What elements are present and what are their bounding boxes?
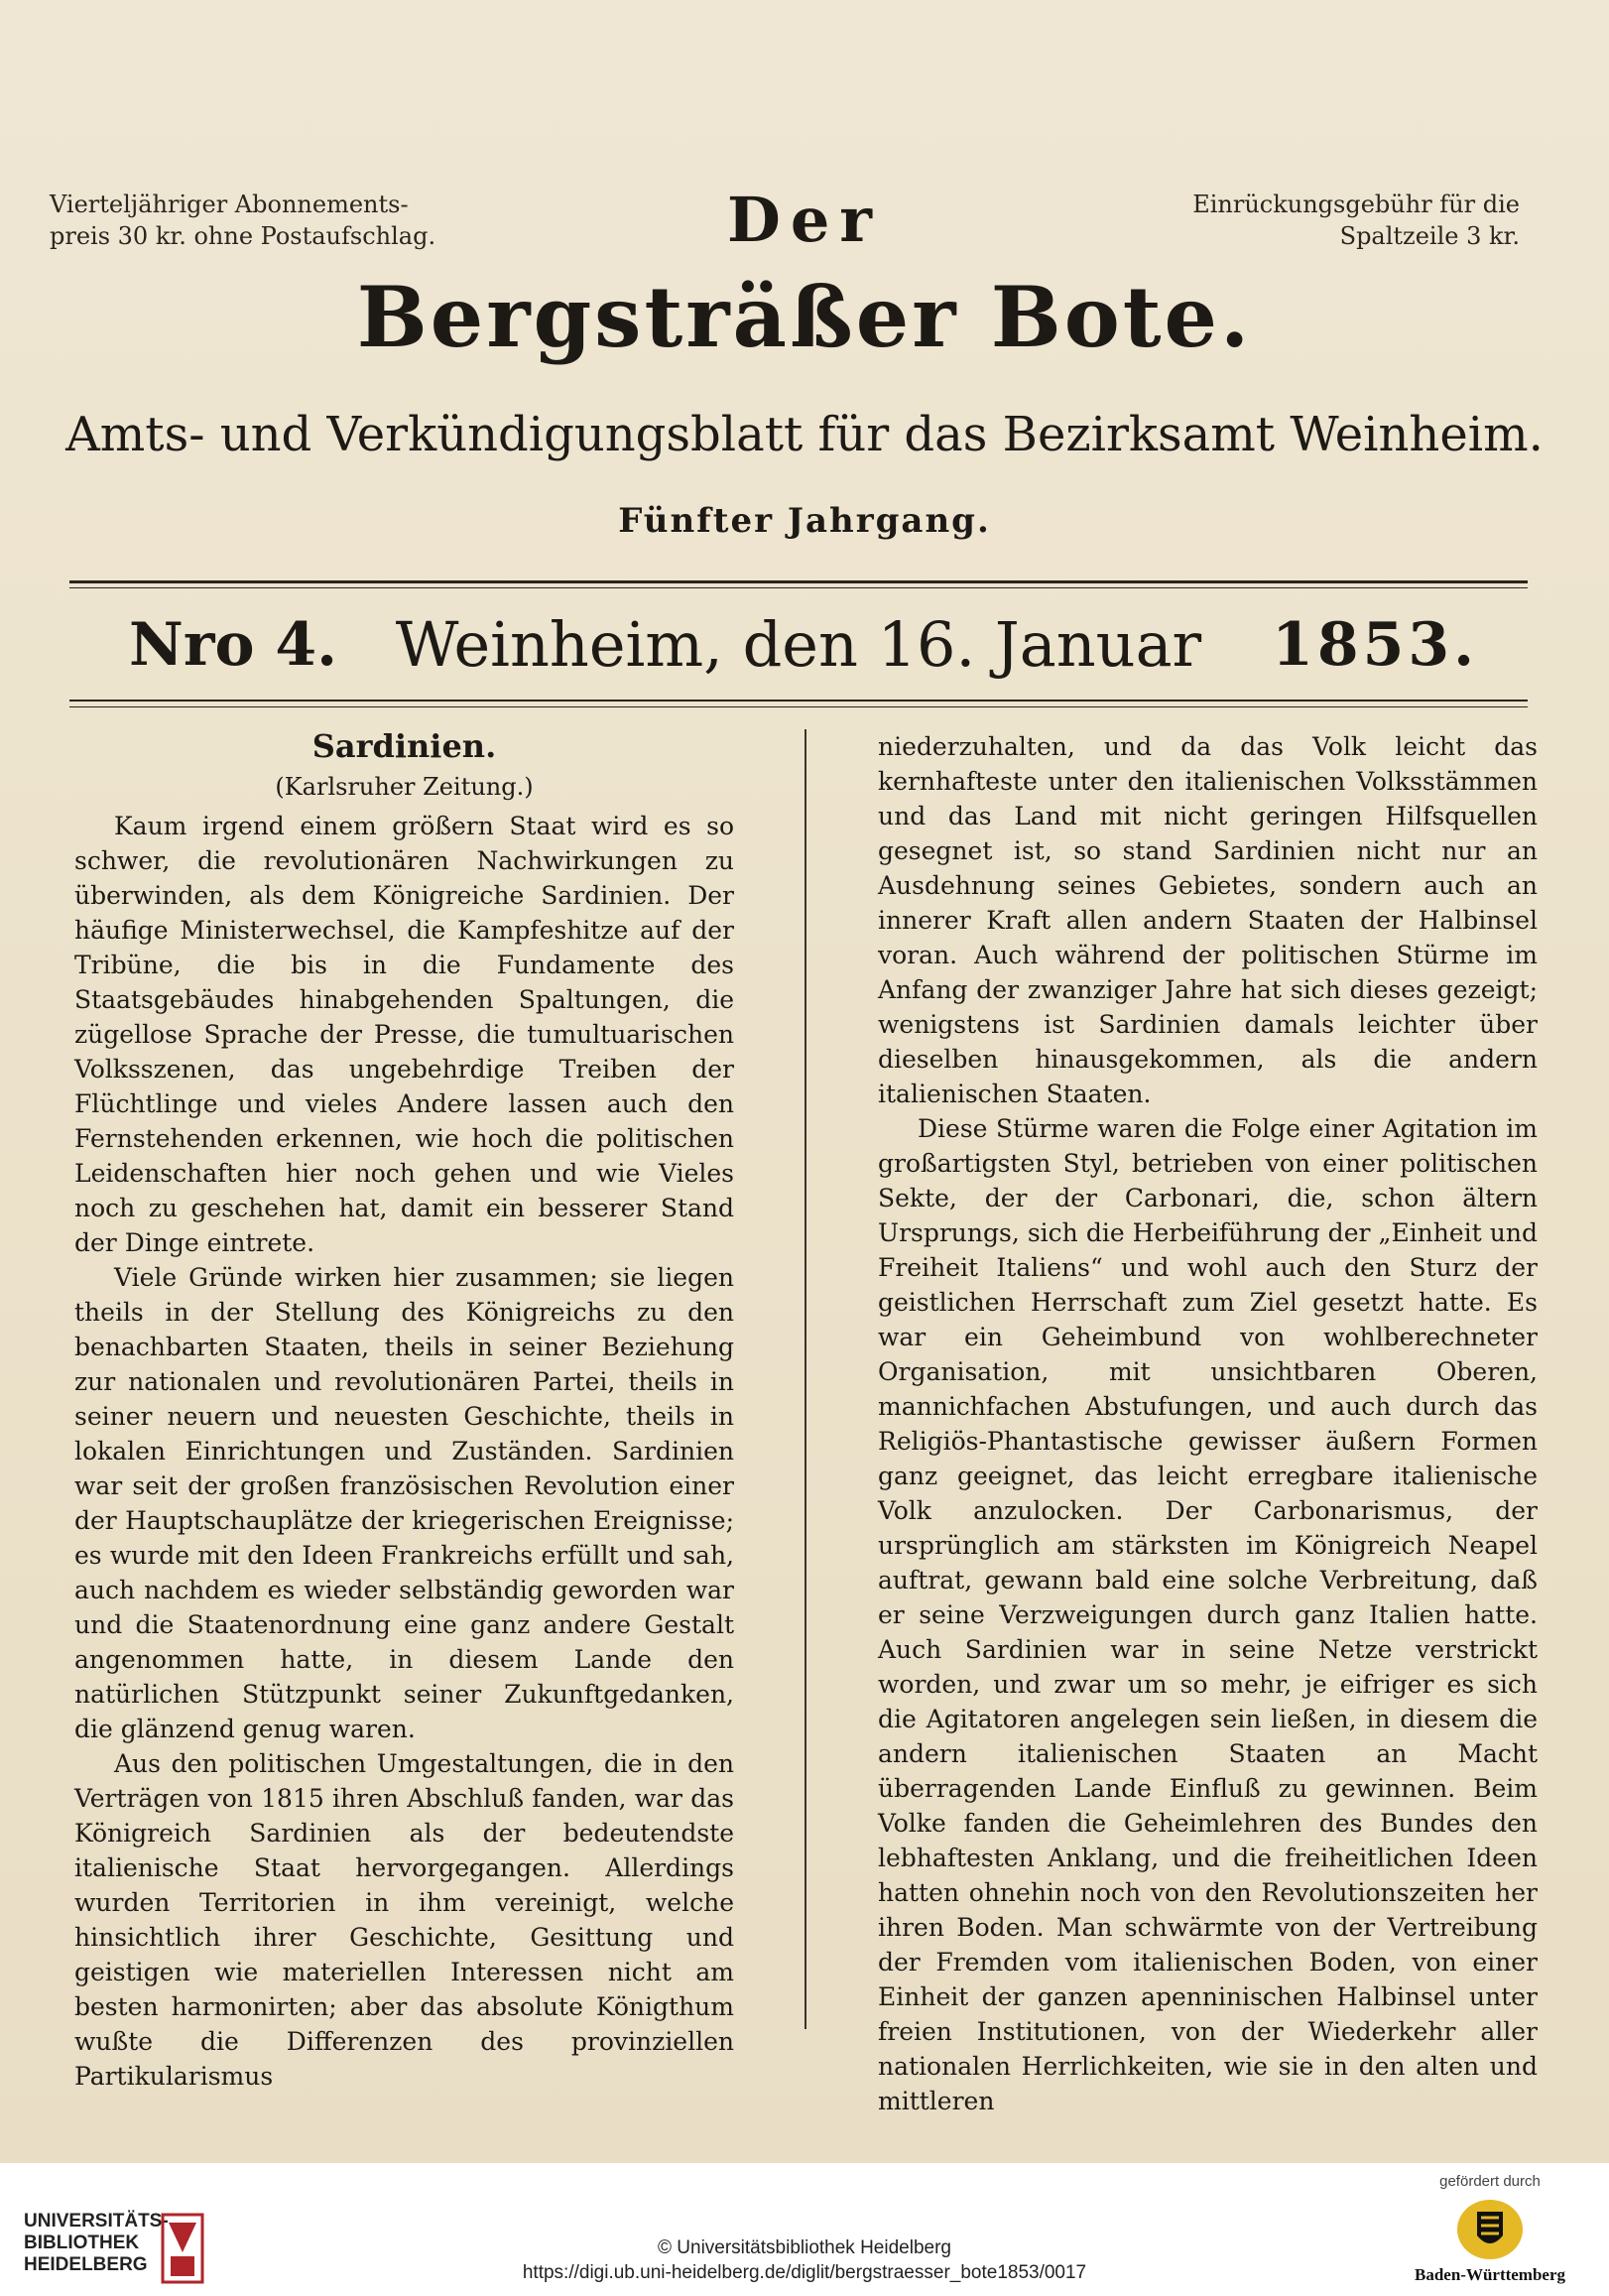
issue-line: [69, 600, 1528, 690]
sponsor-name[interactable]: Baden-Württemberg: [1414, 2265, 1566, 2284]
article-paragraph: niederzuhalten, und da das Volk leicht das kernhafteste unter den italienischen Volksstämmen und das Land mit nicht geringen Hilfsquellen gesegnet ist, so stand Sardinien nicht nur an Ausdehnung seines Gebietes, sondern auch an innerer Kraft allen andern Staaten der Halbinsel voran. Auch während der politischen Stürme im Anfang der zwanziger Jahre hat sich dieses gezeigt; wenigstens ist Sardinien damals leichter über dieselben hinausgekommen, als die andern italienischen Staaten.: [878, 732, 1538, 1108]
subscription-note-line-2: preis 30 kr. ohne Postaufschlag.: [50, 222, 436, 250]
issue-place-date: Weinheim, den 16. Januar: [395, 608, 1202, 681]
bottom-rule-thin: [69, 706, 1528, 707]
insertion-fee-note: [1133, 189, 1520, 252]
sponsor-label: gefördert durch: [1439, 2173, 1541, 2190]
library-name-line-3: HEIDELBERG: [24, 2254, 148, 2275]
insertion-fee-line-1: Einrückungsgebühr für die: [1192, 191, 1520, 218]
issue-year: 1853.: [1272, 610, 1478, 680]
bottom-rule-thick: [69, 700, 1528, 702]
top-rule-thin: [69, 587, 1528, 588]
article-title: Sardinien.: [311, 727, 497, 765]
page-url[interactable]: https://digi.ub.uni-heidelberg.de/diglit/bergstraesser_bote1853/0017: [522, 2262, 1087, 2283]
masthead-year-line: Fünfter Jahrgang.: [618, 501, 991, 541]
subscription-note-line-1: Vierteljähriger Abonnements-: [50, 191, 409, 218]
masthead-subtitle: Amts- und Verkündigungsblatt für das Bezirksamt Weinheim.: [65, 407, 1544, 462]
article-paragraph: Diese Stürme waren die Folge einer Agitation im großartigsten Styl, betrieben von einer politischen Sekte, der der Carbonari, die, schon ältern Ursprungs, sich die Herbeiführung der „Einheit und Freiheit Italiens“ und wohl auch den Sturz der geistlichen Herrschaft zum Ziel gesetzt hatte. Es war ein Geheimbund von wohlberechneter Organisation, mit unsichtbaren Oberen, mannichfachen Abstufungen, und auch durch das Religiös-Phantastische gewisser äußern Formen ganz geeignet, das leicht erregbare italienische Volk anzulocken. Der Carbonarismus, der ursprünglich am stärksten im Königreich Neapel auftrat, gewann bald eine solche Verbreitung, daß er seine Verzweigungen durch ganz Italien hatte. Auch Sardinien war in seine Netze verstrickt worden, und zwar um so mehr, je eifriger es sich die Agitatoren angelegen sein ließen, in diesem die andern italienischen Staaten an Macht überragenden Lande Einfluß zu gewinnen. Beim Volke fanden die Geheimlehren des Bundes den lebhaftesten Anklang, und die freiheitlichen Ideen hatten ohnehin noch von den Revolutionszeiten her ihren Boden. Man schwärmte von der Vertreibung der Fremden vom italienischen Boden, von einer Einheit der ganzen apenninischen Halbinsel unter freien Institutionen, von der Wiederkehr aller nationalen Herrlichkeiten, wie sie in den alten und mittleren: [878, 1114, 1538, 2115]
masthead-title: Bergsträßer Bote.: [356, 268, 1253, 366]
article-paragraph: Aus den politischen Umgestaltungen, die in den Verträgen von 1815 ihren Abschluß fanden, war das Königreich Sardinien als der bedeutendste italienische Staat hervorgegangen. Allerdings wurden Territorien in ihm vereinigt, welche hinsichtlich ihrer Geschichte, Gesittung und geistigen wie materiellen Interessen nicht am besten harmonirten; aber das absolute Königthum wußte die Differenzen des provinziellen Partikularismus: [74, 1749, 734, 2091]
column-left: [74, 729, 734, 2094]
column-right: [878, 729, 1538, 2118]
article-source: (Karlsruher Zeitung.): [275, 773, 534, 801]
library-name-line-2: BIBLIOTHEK: [24, 2232, 140, 2253]
copyright-text: © Universitätsbibliothek Heidelberg: [658, 2237, 951, 2258]
insertion-fee-line-2: Spaltzeile 3 kr.: [1339, 222, 1520, 250]
masthead-der: Der: [727, 184, 882, 256]
column-divider: [804, 729, 806, 2029]
baden-wuerttemberg-crest-icon: [1455, 2198, 1525, 2261]
library-name-line-1: UNIVERSITÄTS-: [24, 2211, 169, 2232]
article-paragraph: Viele Gründe wirken hier zusammen; sie liegen theils in der Stellung des Königreichs zu den benachbarten Staaten, theils in seiner Beziehung zur nationalen und revolutionären Partei, theils in seiner neuern und neuesten Geschichte, theils in lokalen Einrichtungen und Zuständen. Sardinien war seit der großen französischen Revolution einer der Hauptschauplätze der kriegerischen Ereignisse; es wurde mit den Ideen Frankreichs erfüllt und sah, auch nachdem es wieder selbständig geworden war und die Staatenordnung eine ganz andere Gestalt angenommen hatte, in diesem Lande den natürlichen Stützpunkt seiner Zukunftgedanken, die glänzend genug waren.: [74, 1263, 734, 1743]
article-paragraph: Kaum irgend einem größern Staat wird es so schwer, die revolutionären Nachwirkungen zu überwinden, als dem Königreiche Sardinien. Der häufige Ministerwechsel, die Kampfeshitze auf der Tribüne, die bis in die Fundamente des Staatsgebäudes hinabgehenden Spaltungen, die zügellose Sprache der Presse, die tumultuarischen Volksszenen, das ungebehrdige Treiben der Flüchtlinge und vieles Andere lassen auch den Fernstehenden erkennen, wie hoch die politischen Leidenschaften hier noch gehen und wie Vieles noch zu geschehen hat, damit ein besserer Stand der Dinge eintrete.: [74, 812, 734, 1257]
issue-number: Nro 4.: [129, 610, 337, 680]
top-rule-thick: [69, 580, 1528, 583]
